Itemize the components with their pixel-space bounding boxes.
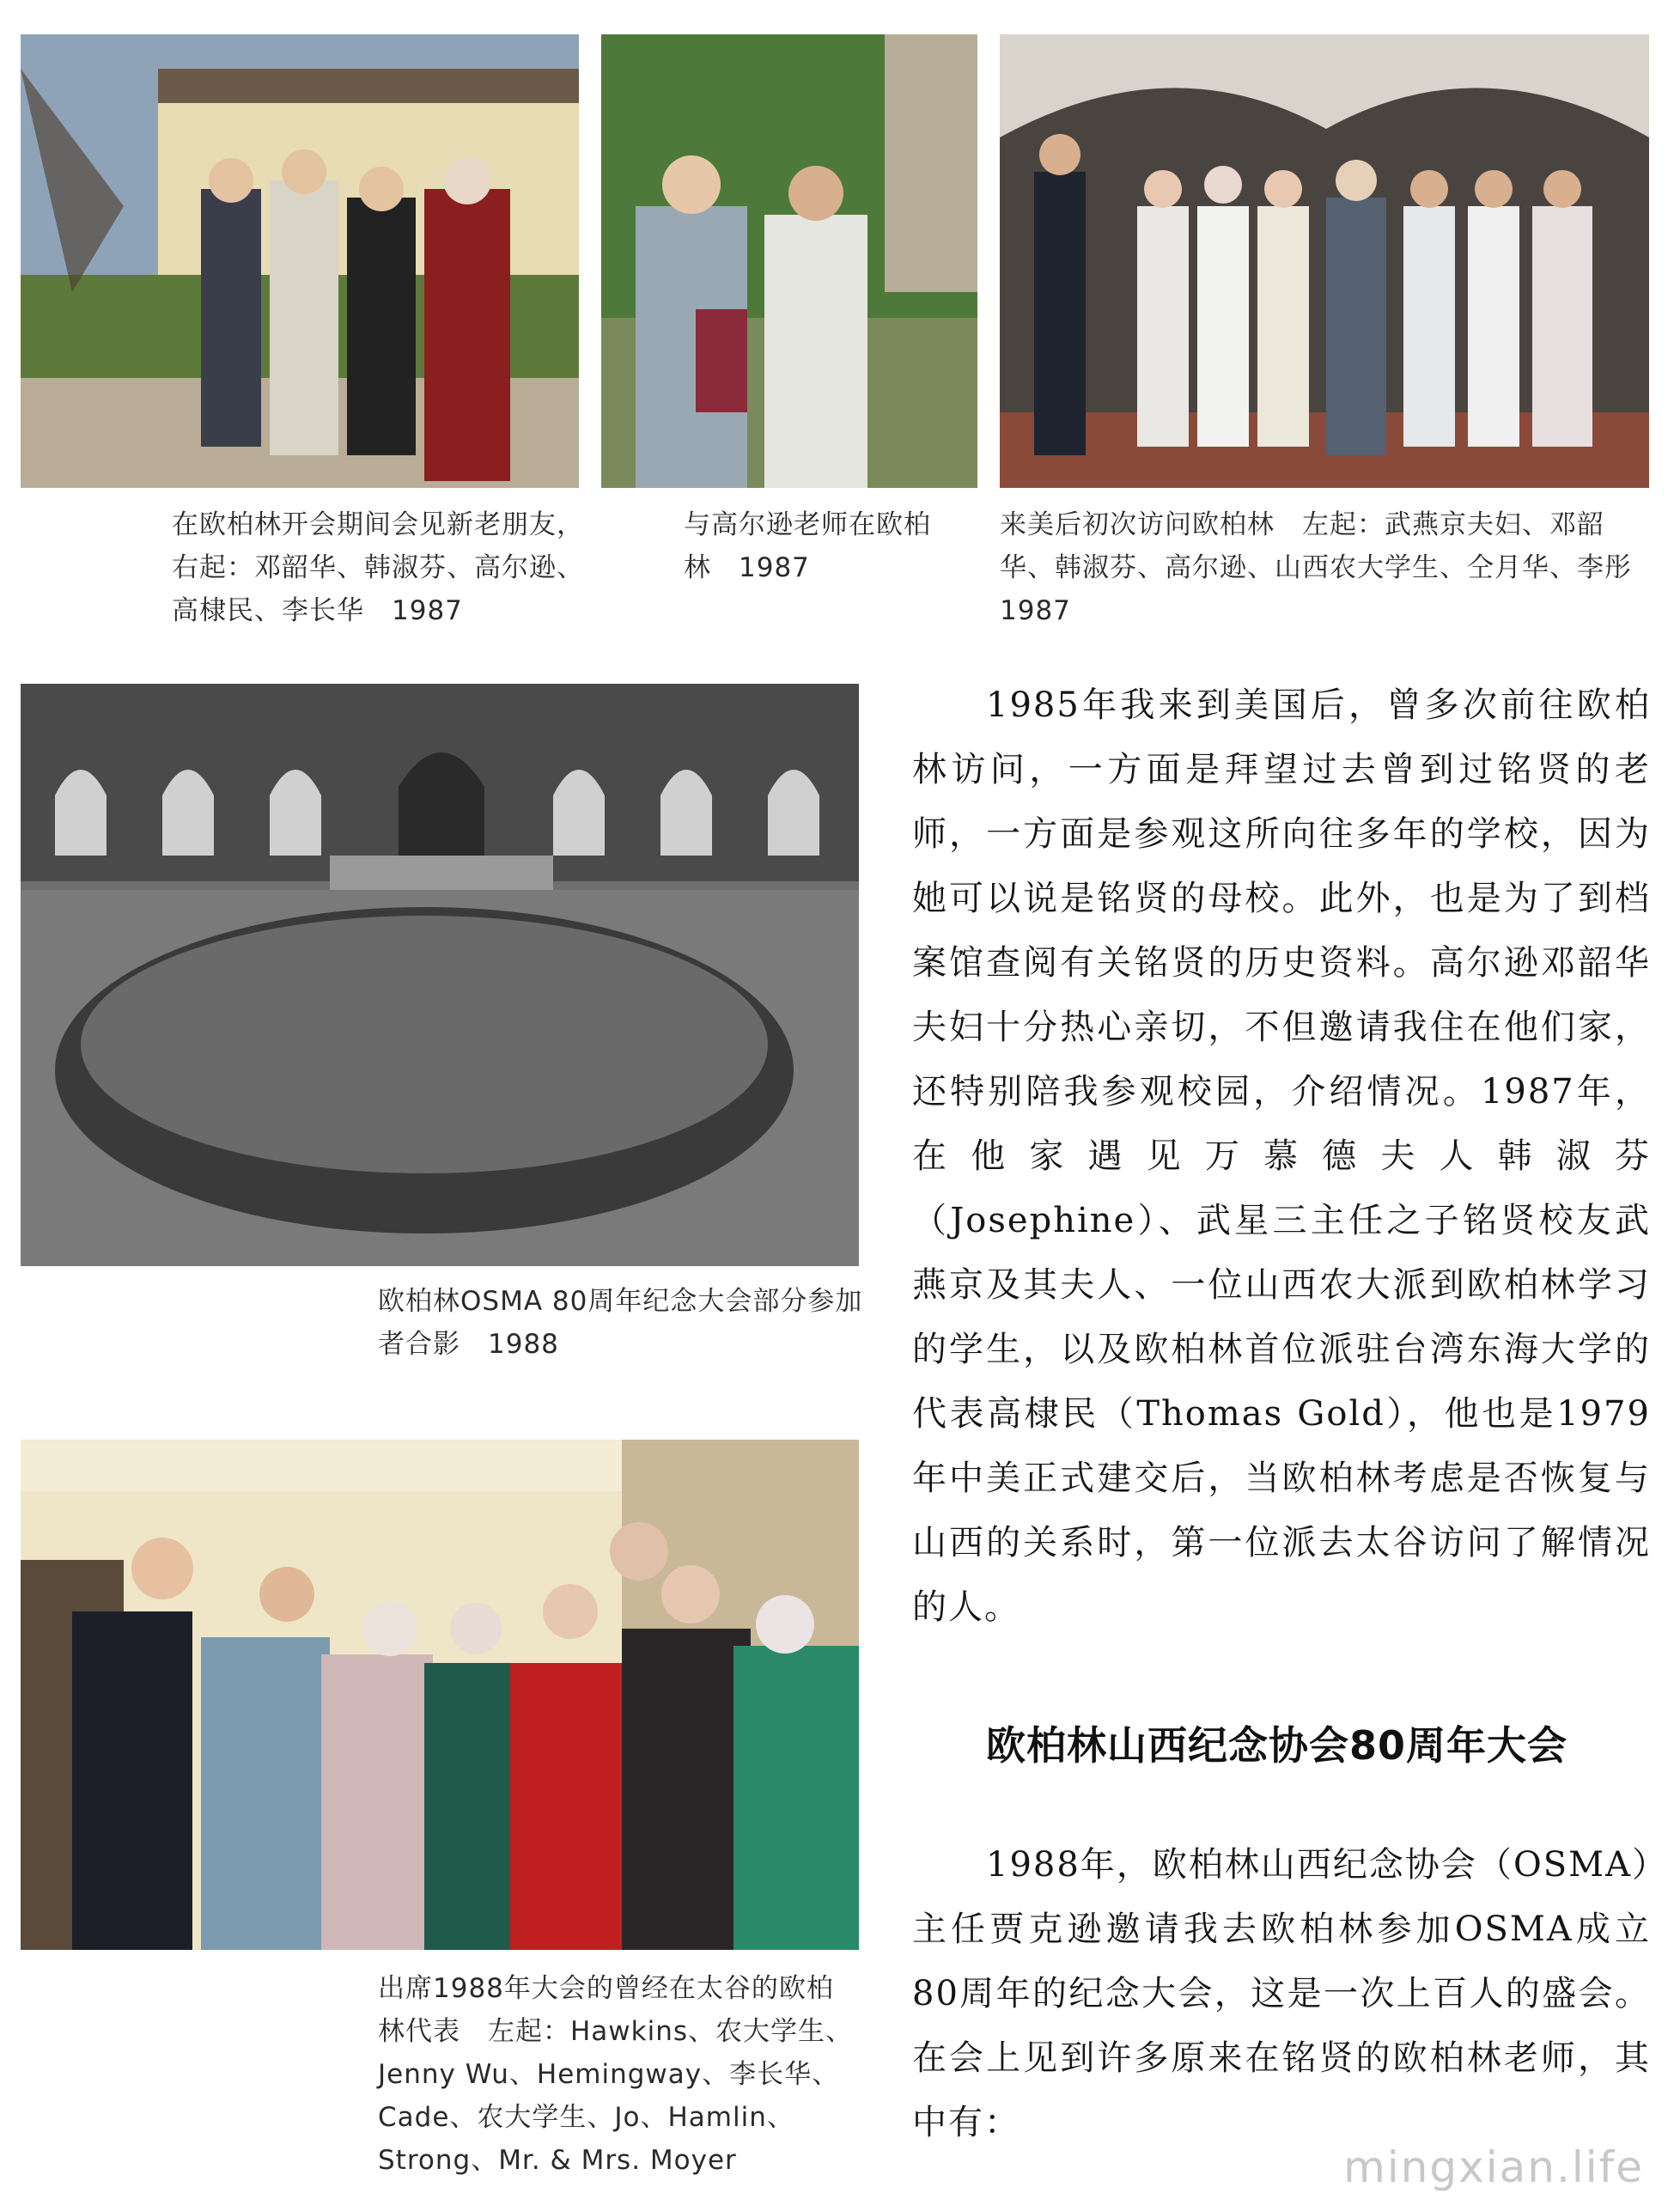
article-paragraph-2-text: 1988年，欧柏林山西纪念协会（OSMA）主任贾克逊邀请我去欧柏林参加OSMA成立80周年的纪念大会，这是一次上百人的盛会。在会上见到许多原来在铭贤的欧柏林老师，其中有：: [912, 1845, 1651, 2142]
article-paragraph-2: [912, 1833, 1651, 2155]
photo4-caption: 欧柏林OSMA 80周年纪念大会部分参加者合影 1988: [378, 1286, 863, 1360]
photo-with-teacher: [601, 34, 977, 488]
photo-first-visit: [1000, 34, 1649, 488]
photo2-caption: 与高尔逊老师在欧柏林 1987: [684, 509, 931, 583]
photo-osma-80th-group: [21, 684, 859, 1266]
section-title: 欧柏林山西纪念协会80周年大会: [986, 1722, 1568, 1769]
article-paragraph-1: [912, 673, 1651, 1640]
photo-taigu-representatives: [21, 1440, 859, 1950]
photo-meeting-friends: [21, 34, 579, 488]
photo1-caption: 在欧柏林开会期间会见新老朋友，右起：邓韶华、韩淑芬、高尔逊、高棣民、李长华 1987: [172, 509, 584, 626]
photo5-caption: 出席1988年大会的曾经在太谷的欧柏林代表 左起：Hawkins、农大学生、Jenny Wu、Hemingway、李长华、Cade、农大学生、Jo、Hamlin、Strong、Mr. & Mrs. Moyer: [378, 1973, 854, 2176]
article-paragraph-1-text: 1985年我来到美国后，曾多次前往欧柏林访问，一方面是拜望过去曾到过铭贤的老师，一方面是参观这所向往多年的学校，因为她可以说是铭贤的母校。此外，也是为了到档案馆查阅有关铭贤的历史资料。高尔逊邓韶华夫妇十分热心亲切，不但邀请我住在他们家，还特别陪我参观校园，介绍情况。1987年，在他家遇见万慕德夫人韩淑芬（Josephine）、武星三主任之子铭贤校友武燕京及其夫人、一位山西农大派到欧柏林学习的学生，以及欧柏林首位派驻台湾东海大学的代表高棣民（Thomas Gold），他也是1979年中美正式建交后，当欧柏林考虑是否恢复与山西的关系时，第一位派去太谷访问了解情况的人。: [912, 685, 1651, 1627]
site-watermark: mingxian.life: [1343, 2142, 1644, 2192]
photo3-caption: 来美后初次访问欧柏林 左起：武燕京夫妇、邓韶华、韩淑芬、高尔逊、山西农大学生、仝月华、李彤 1987: [1000, 509, 1659, 626]
